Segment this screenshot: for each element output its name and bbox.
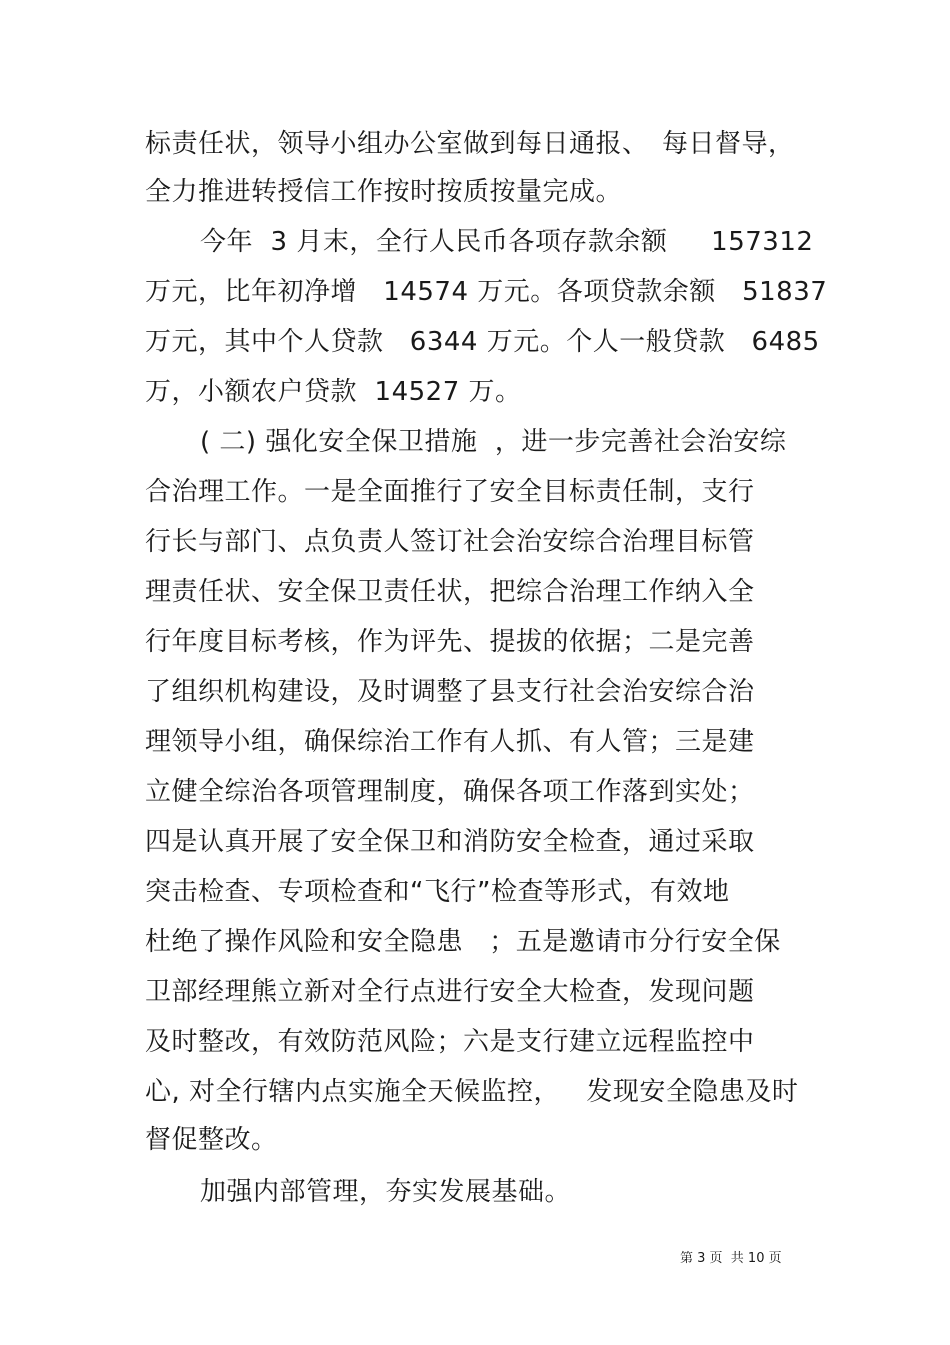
text-line: 理责任状、安全保卫责任状，把综合治理工作纳入全 [145, 577, 755, 607]
text-line: 立健全综治各项管理制度，确保各项工作落到实处； [145, 777, 755, 807]
section-heading: ( 二) 强化安全保卫措施 ，进一步完善社会治安综 [200, 427, 787, 457]
text-line: 心, 对全行辖内点实施全天候监控， 发现安全隐患及时 [145, 1077, 799, 1107]
text-line: 加强内部管理，夯实发展基础。 [200, 1177, 572, 1207]
text-line: 标责任状，领导小组办公室做到每日通报、 每日督导， [145, 129, 795, 159]
text-line: 全力推进转授信工作按时按质按量完成。 [145, 177, 623, 207]
text-line: 万，小额农户贷款 14527 万。 [145, 377, 522, 407]
text-line: 万元，其中个人贷款 6344 万元。个人一般贷款 6485 [145, 327, 820, 357]
text-line: 了组织机构建设，及时调整了县支行社会治安综合治 [145, 677, 755, 707]
text-line: 理领导小组，确保综治工作有人抓、有人管；三是建 [145, 727, 755, 757]
text-line: 行长与部门、点负责人签订社会治安综合治理目标管 [145, 527, 755, 557]
text-line: 督促整改。 [145, 1125, 278, 1155]
text-line: 及时整改，有效防范风险；六是支行建立远程监控中 [145, 1027, 755, 1057]
text-line: 行年度目标考核，作为评先、提拔的依据；二是完善 [145, 627, 755, 657]
text-line: 合治理工作。一是全面推行了安全目标责任制，支行 [145, 477, 755, 507]
text-line: 杜绝了操作风险和安全隐患 ；五是邀请市分行安全保 [145, 927, 781, 957]
text-line: 万元，比年初净增 14574 万元。各项贷款余额 51837 [145, 277, 828, 307]
text-line: 今年 3 月末，全行人民币各项存款余额 157312 [200, 227, 814, 257]
page-number-footer: 第 3 页 共 10 页 [680, 1251, 782, 1266]
text-line: 四是认真开展了安全保卫和消防安全检查，通过采取 [145, 827, 755, 857]
text-line: 突击检查、专项检查和“飞行”检查等形式，有效地 [145, 877, 730, 907]
text-line: 卫部经理熊立新对全行点进行安全大检查，发现问题 [145, 977, 755, 1007]
